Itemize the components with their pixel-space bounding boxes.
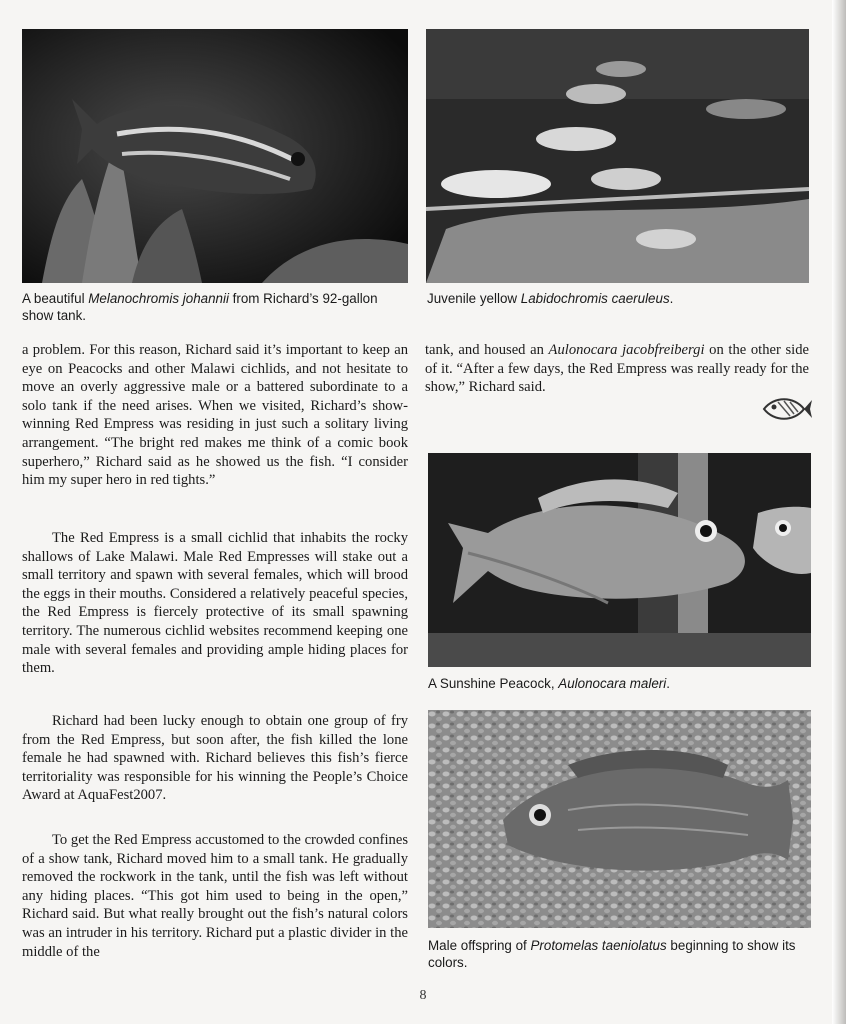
paragraph-species: Aulonocara jacobfreibergi (548, 342, 705, 358)
article-paragraph-5 (425, 341, 809, 397)
sunshine-peacock-caption (428, 675, 811, 692)
caption-text-end: beginning to show its colors. (428, 938, 796, 970)
paragraph-text-end: on the other side of it. “After a few days, the Red Empress was really ready for the show,” Richard said. (425, 342, 810, 396)
article-paragraph-1: a problem. For this reason, Richard said it’s important to keep an eye on Peacocks and other Malawi cichlids, and not hesitate to move an overly aggressive male or a battered subordinate to a solo tank if the need arises. When we visited, Richard’s show-winning Red Empress was residing in just such a solitary living arrangement. “The bright red makes me think of a comic book superhero,” Richard said as he showed us the fish. “I consider him my super hero in red tights.” (22, 342, 408, 489)
article-paragraph-4: To get the Red Empress accustomed to the crowded confines of a show tank, Richard moved him to a small tank. He gradually removed the rockwork in the tank, until the fish was left without any hiding places. “This got him used to being in the open,” Richard said. But what really brought out the fish’s natural colors was an intruder in his territory. Richard put a plastic divider in the middle of the (22, 832, 408, 960)
caption-species: Labidochromis caeruleus (520, 291, 670, 306)
fish-logo-icon (760, 392, 812, 426)
caption-text-start: A Sunshine Peacock, (428, 676, 559, 691)
caption-text-start: Juvenile yellow (427, 291, 521, 306)
caption-text-start: Male offspring of (428, 938, 531, 953)
page-number: 8 (419, 988, 427, 1003)
labidochromis-caption (427, 290, 810, 307)
article-paragraph-2: The Red Empress is a small cichlid that inhabits the rocky shallows of Lake Malawi. Male Red Empresses will stake out a small territory and spawn with several females, which will brood the eggs in their mouths. Considered a relatively peaceful species, the Red Empress is fiercely protective of its small spawning territory. The numerous cichlid websites recommend keeping one male with several females and providing ample hiding places for them. (22, 530, 408, 677)
protomelas-photo (428, 710, 811, 928)
caption-text-end: . (669, 291, 674, 306)
article-paragraph-3: Richard had been lucky enough to obtain one group of fry from the Red Empress, but soon after, the fish killed the lone female he had spawned with. Richard believes this fish’s fierce territoriality was responsible for his winning the People’s Choice Award at AquaFest2007. (22, 713, 408, 804)
caption-species: Aulonocara maleri (558, 676, 667, 691)
labidochromis-photo (426, 29, 809, 283)
sunshine-peacock-photo (428, 453, 811, 667)
paragraph-text-start: tank, and housed an (425, 342, 549, 358)
melanochromis-photo (22, 29, 408, 283)
protomelas-caption (428, 937, 811, 971)
caption-text-end: . (666, 676, 670, 691)
caption-species: Protomelas taeniolatus (530, 938, 667, 953)
melanochromis-caption (22, 290, 412, 324)
caption-species: Melanochromis johannii (88, 291, 229, 306)
caption-text-end: from Richard’s 92-gallon show tank. (22, 291, 378, 323)
page-edge-shadow (832, 0, 846, 1024)
caption-text-start: A beautiful (22, 291, 89, 306)
